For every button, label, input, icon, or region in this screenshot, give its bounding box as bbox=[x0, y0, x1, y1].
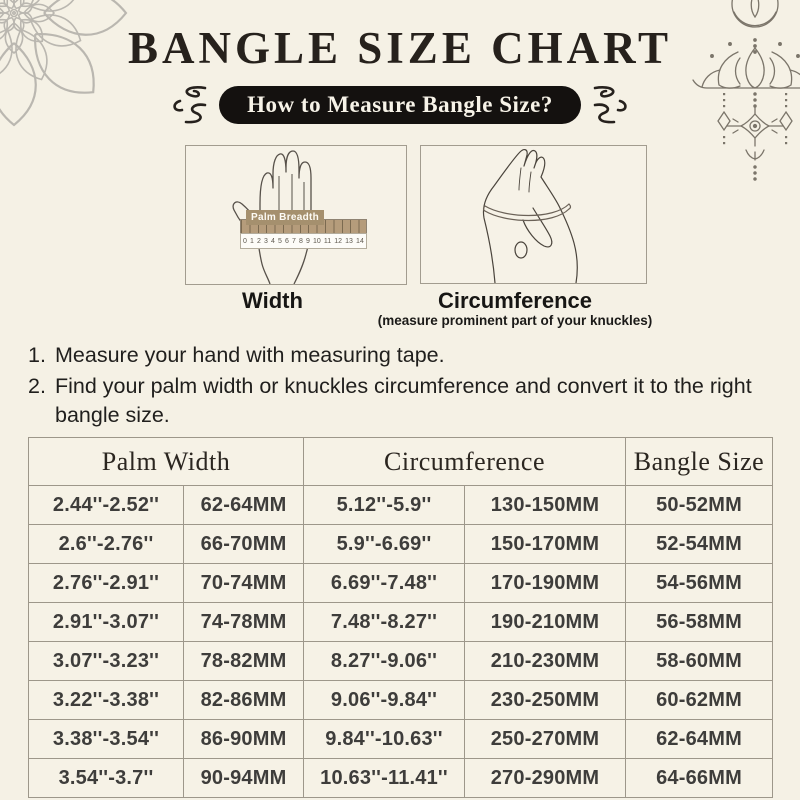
bangle-size-table bbox=[28, 437, 773, 798]
instruction-text: Find your palm width or knuckles circumference and convert it to the right bangle size. bbox=[55, 374, 752, 427]
table-cell: 2.76''-2.91'' bbox=[29, 564, 184, 603]
ruler-number: 4 bbox=[271, 237, 275, 245]
table-cell: 78-82MM bbox=[184, 642, 304, 681]
flourish-left-icon bbox=[169, 84, 209, 126]
table-row bbox=[29, 720, 773, 759]
ruler-number: 6 bbox=[285, 237, 289, 245]
table-cell: 10.63''-11.41'' bbox=[304, 759, 465, 798]
page-title: BANGLE SIZE CHART bbox=[127, 23, 673, 73]
table-cell: 3.38''-3.54'' bbox=[29, 720, 184, 759]
instruction-number: 2. bbox=[28, 374, 46, 398]
table-cell: 2.6''-2.76'' bbox=[29, 525, 184, 564]
instructions-list bbox=[28, 341, 772, 432]
table-cell: 2.91''-3.07'' bbox=[29, 603, 184, 642]
table-row bbox=[29, 759, 773, 798]
table-cell: 6.69''-7.48'' bbox=[304, 564, 465, 603]
flourish-right-icon bbox=[591, 84, 631, 126]
instruction-step-2 bbox=[28, 372, 772, 430]
table-cell: 62-64MM bbox=[184, 486, 304, 525]
table-cell: 210-230MM bbox=[465, 642, 626, 681]
table-cell: 2.44''-2.52'' bbox=[29, 486, 184, 525]
ruler-number: 0 bbox=[243, 237, 247, 245]
badge-row bbox=[0, 84, 800, 126]
table-cell: 9.84''-10.63'' bbox=[304, 720, 465, 759]
circumference-note: (measure prominent part of your knuckles) bbox=[377, 313, 653, 328]
table-cell: 70-74MM bbox=[184, 564, 304, 603]
table-row bbox=[29, 486, 773, 525]
table-cell: 54-56MM bbox=[626, 564, 773, 603]
table-cell: 82-86MM bbox=[184, 681, 304, 720]
ruler-number: 2 bbox=[257, 237, 261, 245]
column-header-bangle-size: Bangle Size bbox=[626, 438, 773, 486]
table-cell: 8.27''-9.06'' bbox=[304, 642, 465, 681]
table-cell: 230-250MM bbox=[465, 681, 626, 720]
table-cell: 90-94MM bbox=[184, 759, 304, 798]
ruler-number: 3 bbox=[264, 237, 268, 245]
table-body bbox=[29, 486, 773, 798]
table-row bbox=[29, 642, 773, 681]
ruler-number: 5 bbox=[278, 237, 282, 245]
ruler-numbers bbox=[240, 233, 367, 249]
table-cell: 3.07''-3.23'' bbox=[29, 642, 184, 681]
table-cell: 86-90MM bbox=[184, 720, 304, 759]
table-cell: 7.48''-8.27'' bbox=[304, 603, 465, 642]
table-cell: 270-290MM bbox=[465, 759, 626, 798]
palm-breadth-tag: Palm Breadth bbox=[246, 210, 324, 225]
table-row bbox=[29, 681, 773, 720]
ruler-number: 10 bbox=[313, 237, 321, 245]
column-header-palm-width: Palm Width bbox=[29, 438, 304, 486]
instruction-text: Measure your hand with measuring tape. bbox=[55, 343, 445, 367]
table-cell: 56-58MM bbox=[626, 603, 773, 642]
circumference-diagram-box bbox=[420, 145, 647, 284]
table-cell: 60-62MM bbox=[626, 681, 773, 720]
table-cell: 5.9''-6.69'' bbox=[304, 525, 465, 564]
table-cell: 170-190MM bbox=[465, 564, 626, 603]
ruler-number: 13 bbox=[345, 237, 353, 245]
instruction-number: 1. bbox=[28, 343, 46, 367]
ruler-number: 12 bbox=[334, 237, 343, 245]
circumference-caption: Circumference bbox=[437, 288, 593, 313]
instruction-step-1 bbox=[28, 341, 772, 370]
table-cell: 52-54MM bbox=[626, 525, 773, 564]
how-to-measure-badge: How to Measure Bangle Size? bbox=[219, 86, 581, 124]
table-cell: 74-78MM bbox=[184, 603, 304, 642]
table-cell: 3.54''-3.7'' bbox=[29, 759, 184, 798]
ruler-number: 7 bbox=[292, 237, 296, 245]
ruler-number: 8 bbox=[299, 237, 303, 245]
table-header-row bbox=[29, 438, 773, 486]
ruler-number: 14 bbox=[356, 237, 364, 245]
table-cell: 3.22''-3.38'' bbox=[29, 681, 184, 720]
table-cell: 190-210MM bbox=[465, 603, 626, 642]
column-header-circumference: Circumference bbox=[304, 438, 626, 486]
ruler-number: 11 bbox=[323, 237, 332, 245]
table-cell: 250-270MM bbox=[465, 720, 626, 759]
width-diagram-box bbox=[185, 145, 407, 285]
ruler-number: 1 bbox=[250, 237, 254, 245]
table-cell: 64-66MM bbox=[626, 759, 773, 798]
table-cell: 9.06''-9.84'' bbox=[304, 681, 465, 720]
table-cell: 58-60MM bbox=[626, 642, 773, 681]
table-cell: 130-150MM bbox=[465, 486, 626, 525]
table-cell: 62-64MM bbox=[626, 720, 773, 759]
table-row bbox=[29, 525, 773, 564]
hand-circumference-diagram-icon bbox=[421, 146, 646, 283]
table-cell: 66-70MM bbox=[184, 525, 304, 564]
table-row bbox=[29, 564, 773, 603]
table-cell: 150-170MM bbox=[465, 525, 626, 564]
width-caption: Width bbox=[242, 288, 303, 313]
ruler-number: 9 bbox=[306, 237, 310, 245]
table-row bbox=[29, 603, 773, 642]
table-cell: 50-52MM bbox=[626, 486, 773, 525]
table-cell: 5.12''-5.9'' bbox=[304, 486, 465, 525]
